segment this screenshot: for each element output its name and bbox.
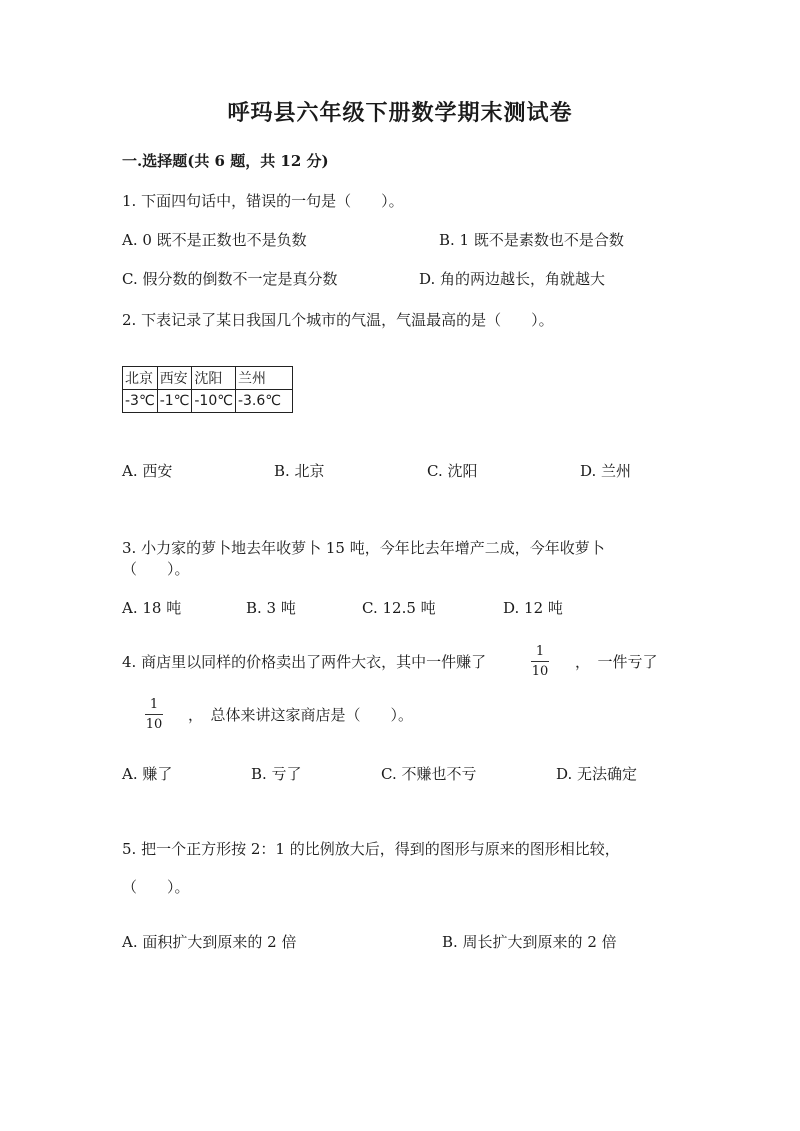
table-cell: -1℃ xyxy=(157,390,192,413)
fraction-denominator: 10 xyxy=(531,664,549,679)
q5-option-a: A. 面积扩大到原来的 2 倍 xyxy=(122,933,297,951)
table-cell: -3℃ xyxy=(123,390,158,413)
page-title: 呼玛县六年级下册数学期末测试卷 xyxy=(227,100,573,126)
q4-stem-part1: 4. 商店里以同样的价格卖出了两件大衣，其中一件赚了 xyxy=(122,653,487,671)
q5-stem-line2: （ ）。 xyxy=(122,878,190,896)
table-cell: 兰州 xyxy=(235,367,292,390)
table-cell: -3.6℃ xyxy=(235,390,292,413)
table-row-temps xyxy=(123,390,293,413)
q4-stem-part2: ， 一件亏了 xyxy=(575,653,658,671)
q2-option-b: B. 北京 xyxy=(274,462,325,480)
q3-option-d: D. 12 吨 xyxy=(503,599,563,617)
fraction-numerator: 1 xyxy=(535,644,545,659)
q4-fraction-2 xyxy=(145,697,163,732)
q4-option-d: D. 无法确定 xyxy=(556,765,638,783)
q2-option-a: A. 西安 xyxy=(122,462,173,480)
temperature-table xyxy=(122,366,293,413)
q2-stem: 2. 下表记录了某日我国几个城市的气温，气温最高的是（ ）。 xyxy=(122,311,554,329)
section-heading: 一.选择题(共 6 题，共 12 分) xyxy=(122,152,329,170)
fraction-numerator: 1 xyxy=(149,697,159,712)
q1-option-a: A. 0 既不是正数也不是负数 xyxy=(122,231,307,249)
q4-stem-part3: ， 总体来讲这家商店是（ ）。 xyxy=(188,706,414,724)
fraction-bar xyxy=(531,661,549,662)
q1-option-c: C. 假分数的倒数不一定是真分数 xyxy=(122,270,338,288)
q2-option-c: C. 沈阳 xyxy=(427,462,478,480)
q3-option-b: B. 3 吨 xyxy=(246,599,296,617)
table-row-cities xyxy=(123,367,293,390)
table-cell: 北京 xyxy=(123,367,158,390)
fraction-denominator: 10 xyxy=(145,717,163,732)
q4-fraction-1 xyxy=(531,644,549,679)
q5-stem-line1: 5. 把一个正方形按 2：1 的比例放大后，得到的图形与原来的图形相比较， xyxy=(122,840,620,858)
q3-option-a: A. 18 吨 xyxy=(122,599,182,617)
q1-option-b: B. 1 既不是素数也不是合数 xyxy=(439,231,624,249)
table-cell: -10℃ xyxy=(192,390,236,413)
q1-stem: 1. 下面四句话中，错误的一句是（ ）。 xyxy=(122,192,404,210)
q4-option-b: B. 亏了 xyxy=(251,765,302,783)
table-cell: 西安 xyxy=(157,367,192,390)
table-cell: 沈阳 xyxy=(192,367,236,390)
q3-stem-line2: （ ）。 xyxy=(122,560,190,578)
q2-option-d: D. 兰州 xyxy=(580,462,632,480)
q1-option-d: D. 角的两边越长，角就越大 xyxy=(419,270,606,288)
q4-option-c: C. 不赚也不亏 xyxy=(381,765,477,783)
q4-option-a: A. 赚了 xyxy=(122,765,173,783)
q3-option-c: C. 12.5 吨 xyxy=(362,599,436,617)
fraction-bar xyxy=(145,714,163,715)
q3-stem-line1: 3. 小力家的萝卜地去年收萝卜 15 吨，今年比去年增产二成，今年收萝卜 xyxy=(122,539,605,557)
q5-option-b: B. 周长扩大到原来的 2 倍 xyxy=(442,933,617,951)
